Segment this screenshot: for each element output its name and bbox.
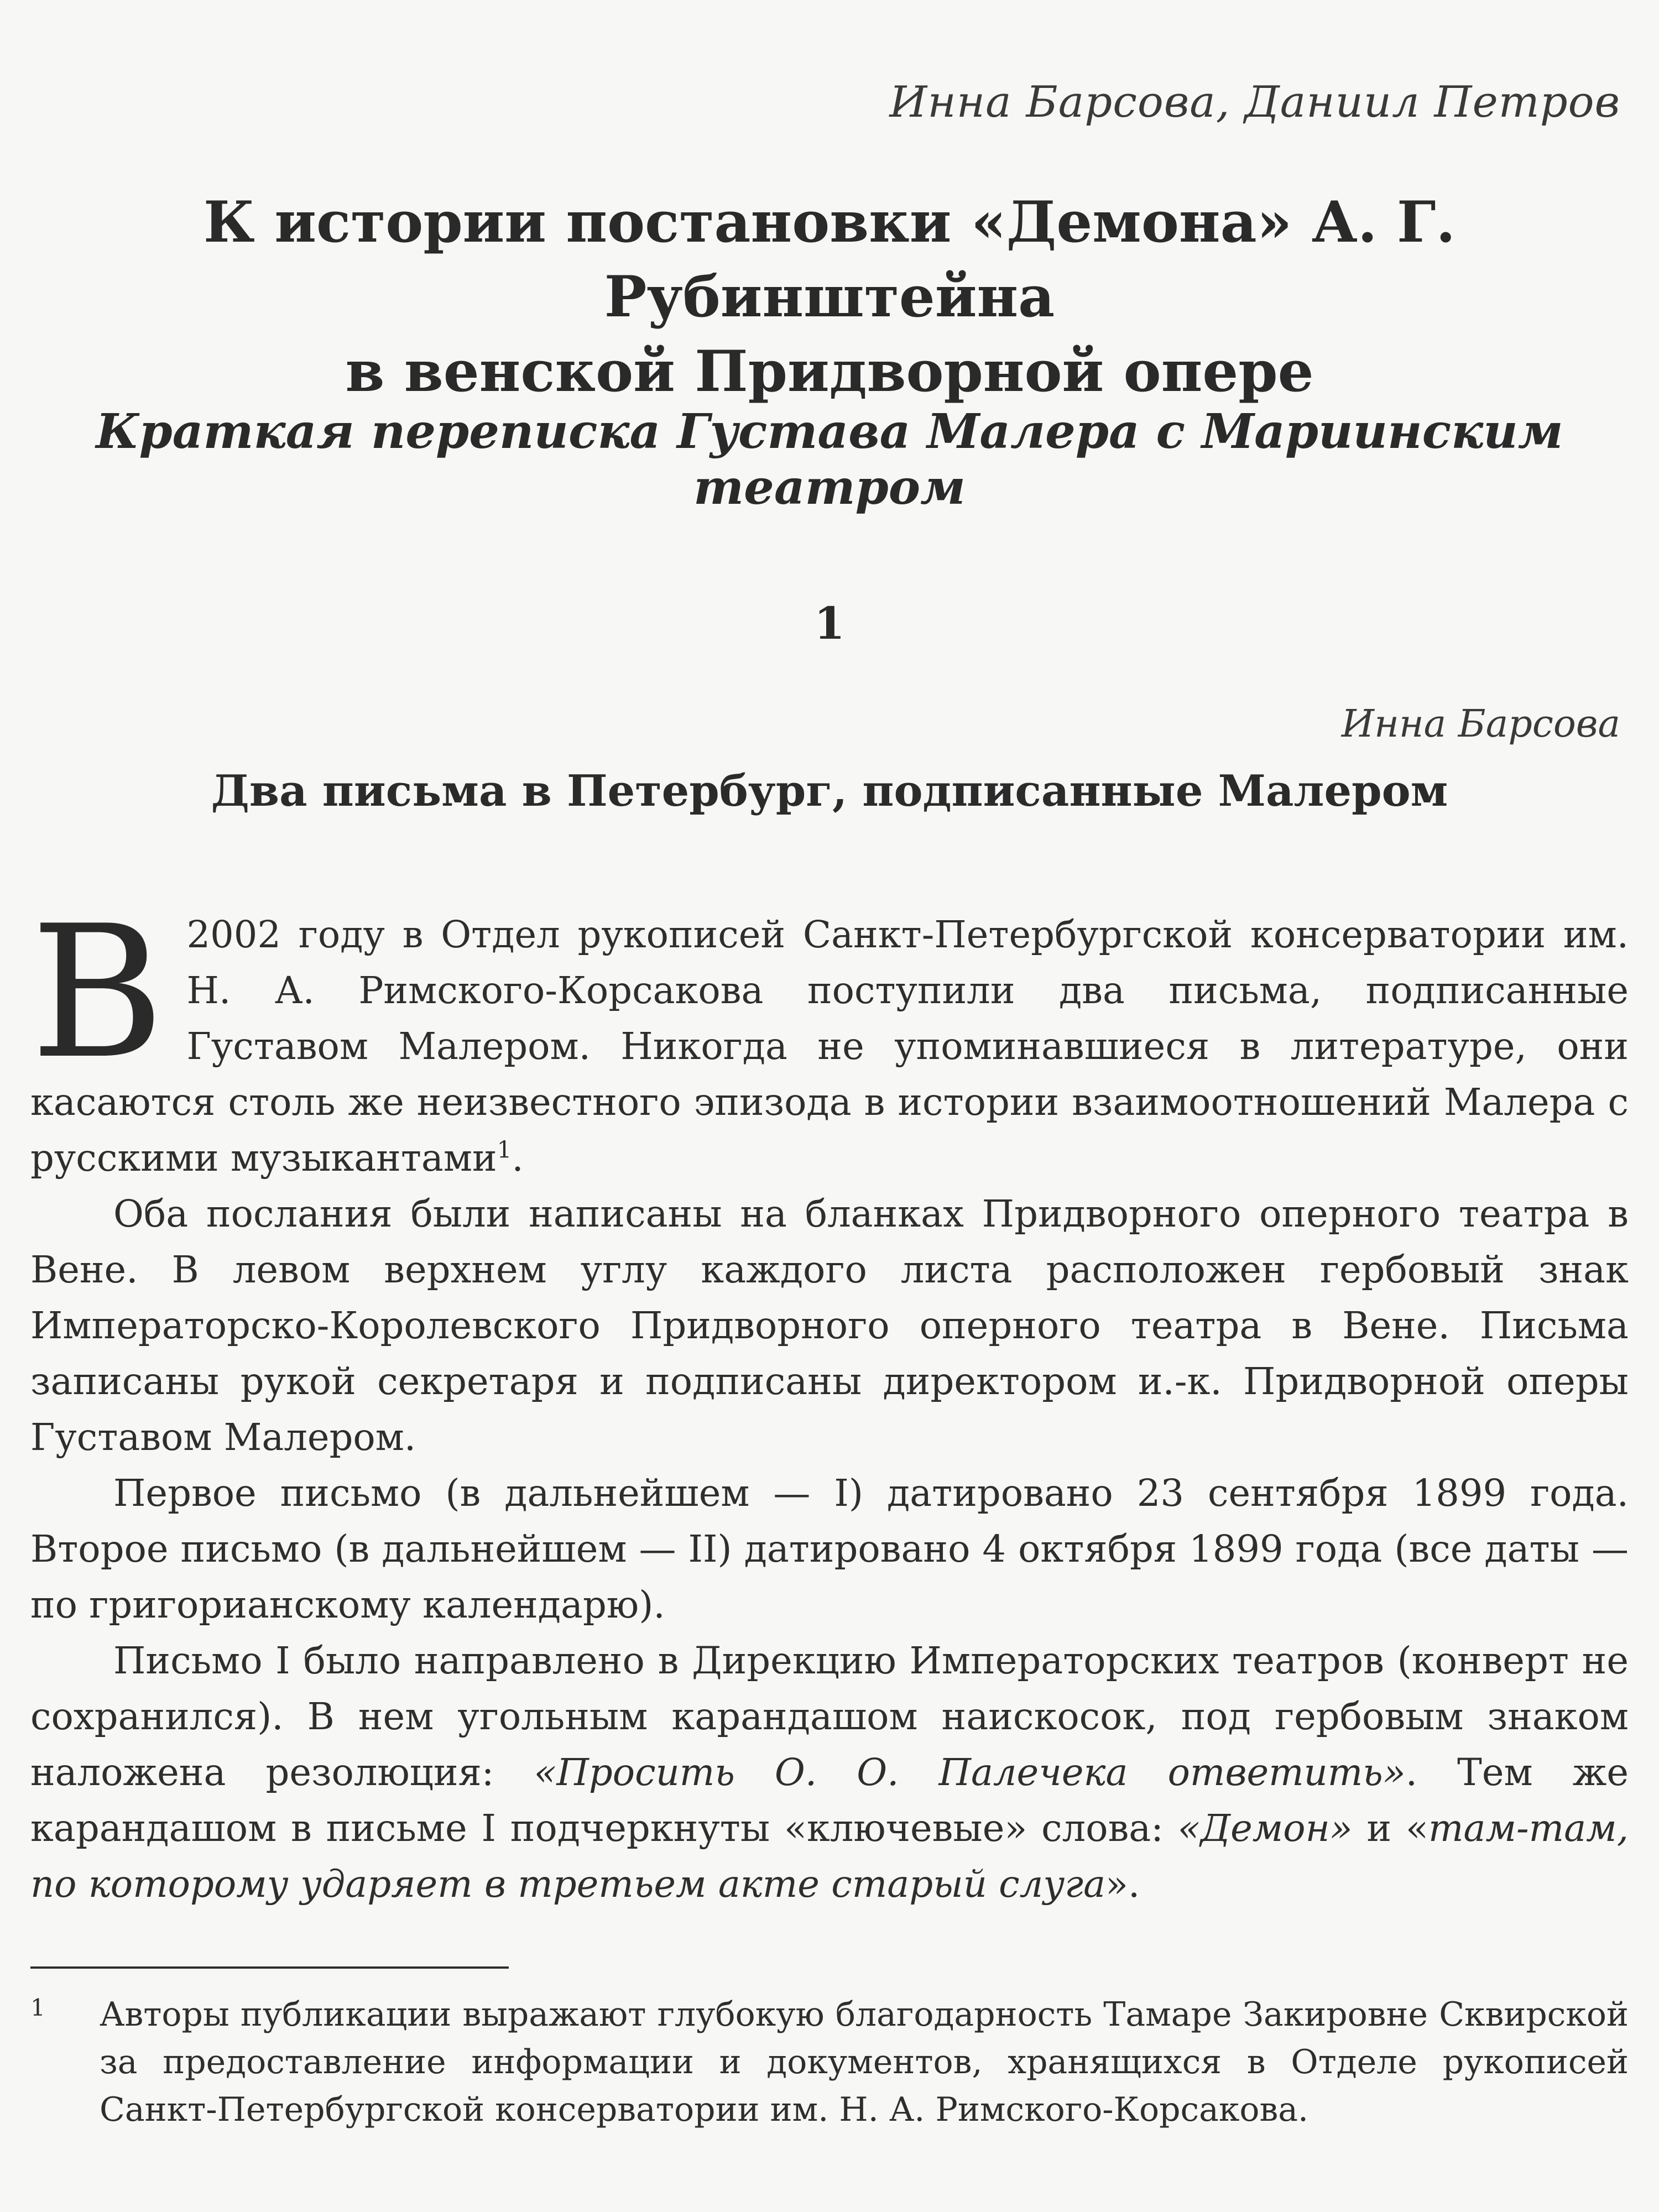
footnote-reference[interactable]: 1 — [497, 1136, 512, 1164]
paragraph-4 — [30, 1633, 1629, 1912]
paragraph-1-end: . — [512, 1136, 524, 1180]
body-text — [30, 886, 1629, 1912]
section-number: 1 — [814, 597, 845, 649]
paragraph-1-text: 2002 году в Отдел рукописей Санкт-Петербургской консерватории им. Н. А. Римского-Корсакова поступили два письма, подписанные Густавом Малером. Никогда не упоминавшиеся в литературе, они касаются столь же неизвестного эпизода в истории взаимоотношений Малера с русскими музыкантами — [30, 913, 1629, 1180]
paragraph-4-text-a: Письмо I было направлено в Дирекцию Императорских театров (конверт не сохранился). В нем угольным карандашом наискосок, под гербовым знаком наложена резолюция: — [30, 1639, 1629, 1794]
paragraph-4-text-g: ». — [1105, 1863, 1140, 1906]
paragraph-1 — [30, 886, 1629, 1186]
article-title-line-1: К истории постановки «Демона» А. Г. Рубинштейна — [204, 189, 1455, 330]
article-authors: Инна Барсова, Даниил Петров — [889, 77, 1620, 127]
article-subtitle: Краткая переписка Густава Малера с Мариинским театром — [96, 404, 1563, 515]
section-author: Инна Барсова — [1341, 702, 1620, 746]
paragraph-2: Оба послания были написаны на бланках Придворного оперного театра в Вене. В левом верхнем углу каждого листа расположен гербовый знак Императорско-Королевского Придворного оперного театра в Вене. Письма записаны рукой секретаря и подписаны директором и.-к. Придворной оперы Густавом Малером. — [30, 1192, 1629, 1459]
footnote-text: Авторы публикации выражают глубокую благодарность Тамаре Закировне Сквирской за предоставление информации и документов, хранящихся в Отделе рукописей Санкт-Петербургской консерватории им. Н. А. Римского-Корсакова. — [100, 1995, 1629, 2129]
footnote — [30, 1991, 1629, 2133]
paragraph-4-text-e: и « — [1352, 1807, 1429, 1850]
resolution-quote: «Просить О. О. Палечека ответить» — [534, 1751, 1406, 1794]
keyword-tam-tam: там-там, по которому ударяет в третьем акте старый слуга — [30, 1807, 1629, 1906]
paragraph-4-text-c: . Тем же карандашом в письме I подчеркнуты «ключевые» слова: — [30, 1751, 1629, 1850]
keyword-demon: «Демон» — [1177, 1807, 1353, 1850]
paragraph-3: Первое письмо (в дальнейшем — I) датировано 23 сентября 1899 года. Второе письмо (в дальнейшем — II) датировано 4 октября 1899 года (все даты — по григорианскому календарю). — [30, 1472, 1629, 1626]
footnote-marker: 1 — [30, 1994, 45, 2021]
footnote-divider — [30, 1966, 509, 1969]
drop-cap: В — [30, 886, 165, 1099]
article-title-line-2: в венской Придворной опере — [345, 338, 1314, 405]
section-title: Два письма в Петербург, подписанные Малером — [211, 766, 1448, 816]
article-title — [0, 185, 1659, 409]
